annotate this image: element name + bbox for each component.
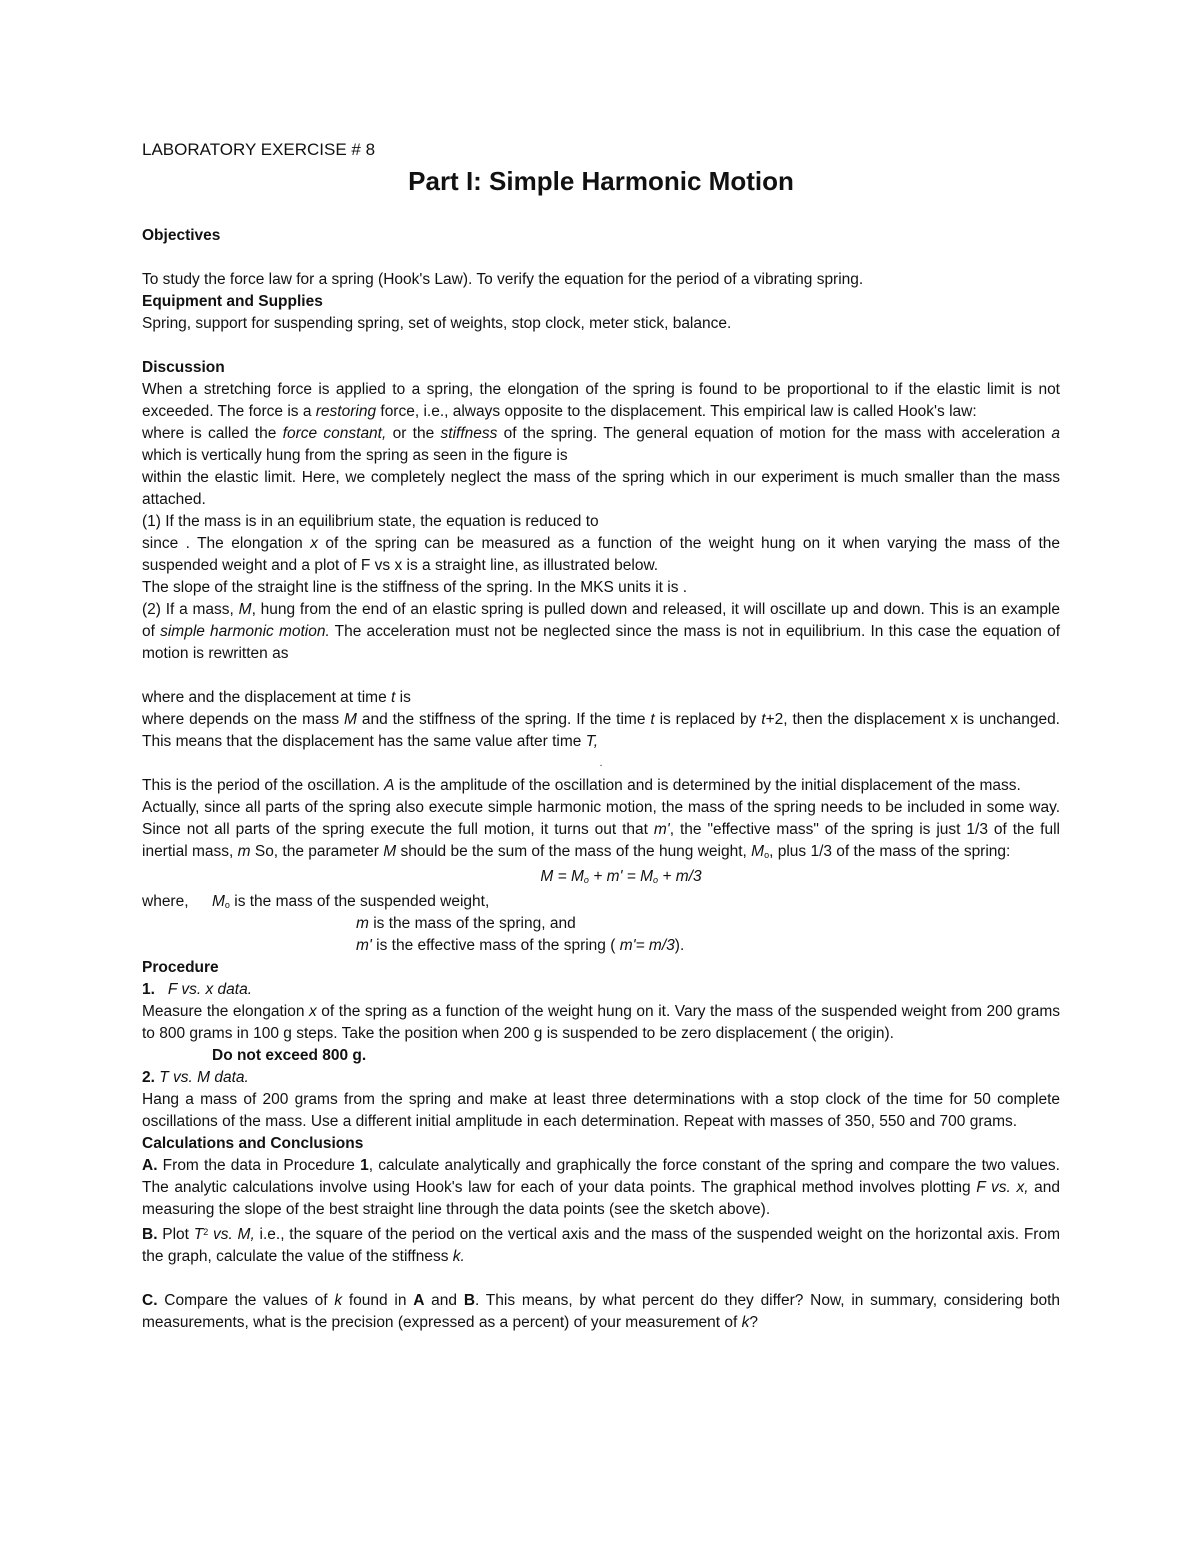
equipment-heading: Equipment and Supplies xyxy=(142,293,323,310)
procedure-step-1-text: Measure the elongation x of the spring as a function of the weight hung on it. Vary the mass of the suspended weight from 200 grams to 800 grams in 100 g steps. Take the position when 200 g is suspended to be zero displacement ( the origin). xyxy=(142,1003,1060,1042)
procedure-warning: Do not exceed 800 g. xyxy=(212,1047,367,1064)
calculations-item-b: B. Plot $T^2$ vs. M, i.e., the square of the period on the vertical axis and the mass of the suspended weight on the horizontal axis. From the graph, calculate the value of the stiffness k. xyxy=(142,1226,1060,1265)
objectives-text: To study the force law for a spring (Hook's Law). To verify the equation for the period of a vibrating spring. xyxy=(142,271,864,288)
discussion-paragraph-4: (1) If the mass is in an equilibrium state, the equation is reduced to xyxy=(142,513,599,530)
discussion-paragraph-6: The slope of the straight line is the stiffness of the spring. In the MKS units it is . xyxy=(142,579,688,596)
discussion-paragraph-8: where and the displacement at time t is xyxy=(142,689,411,706)
calculations-item-c: C. Compare the values of k found in A and B. This means, by what percent do they differ? Now, in summary, considering both measurements, what is the precision (expressed as a percent) of your measurement of k? xyxy=(142,1292,1060,1331)
discussion-paragraph-2: where is called the force constant, or the stiffness of the spring. The general equation of motion for the mass with acceleration a which is vertically hung from the spring as seen in the figure is xyxy=(142,425,1060,464)
procedure-step-1-title: 1. F vs. x data. xyxy=(142,981,252,998)
procedure-heading: Procedure xyxy=(142,959,219,976)
calculations-heading: Calculations and Conclusions xyxy=(142,1135,364,1152)
equipment-text: Spring, support for suspending spring, set of weights, stop clock, meter stick, balance. xyxy=(142,315,732,332)
discussion-paragraph-1: When a stretching force is applied to a spring, the elongation of the spring is found to be proportional to if the elastic limit is not exceeded. The force is a restoring force, i.e., always opposite to the displacement. This empirical law is called Hook's law: xyxy=(142,381,1060,420)
where-line-1: where, $M_o$ is the mass of the suspended weight, xyxy=(142,893,490,910)
where-line-2: m is the mass of the spring, and xyxy=(356,915,576,932)
discussion-paragraph-7: (2) If a mass, M, hung from the end of an elastic spring is pulled down and released, it will oscillate up and down. This is an example of simple harmonic motion. The acceleration must not be neglected since the mass is not in equilibrium. In this case the equation of motion is rewritten as xyxy=(142,601,1061,662)
discussion-paragraph-10: This is the period of the oscillation. A is the amplitude of the oscillation and is determined by the initial displacement of the mass. xyxy=(142,777,1021,794)
where-line-3: m' is the effective mass of the spring ( m'= m/3). xyxy=(356,937,685,954)
equation-placeholder-dot: . xyxy=(599,758,603,769)
discussion-paragraph-9: where depends on the mass M and the stiffness of the spring. If the time t is replaced by t+2, then the displacement x is unchanged. This means that the displacement has the same value after time T, xyxy=(142,711,1060,750)
discussion-heading: Discussion xyxy=(142,359,225,376)
discussion-paragraph-5: since . The elongation x of the spring can be measured as a function of the weight hung on it when varying the mass of the suspended weight and a plot of F vs x is a straight line, as illustrated below. xyxy=(142,535,1061,574)
lab-exercise-label: LABORATORY EXERCISE # 8 xyxy=(142,140,376,159)
procedure-step-2-title: 2. T vs. M data. xyxy=(142,1069,249,1086)
calculations-item-a: A. From the data in Procedure 1, calculate analytically and graphically the force constant of the spring and compare the two values. The analytic calculations involve using Hook's law for each of your data points. The graphical method involves plotting F vs. x, and measuring the slope of the best straight line through the data points (see the sketch above). xyxy=(142,1157,1060,1218)
effective-mass-equation: $M = M_o + m' = M_o + m/3$ xyxy=(540,868,702,885)
discussion-paragraph-11: Actually, since all parts of the spring also execute simple harmonic motion, the mass of the spring needs to be included in some way. Since not all parts of the spring execute the full motion, it turns out that m', the "effective mass" of the spring is just 1/3 of the full inertial mass, m So, the parameter M should be the sum of the mass of the hung weight, $M_o$, plus 1/3 of the mass of the spring: xyxy=(142,799,1060,860)
procedure-step-2-text: Hang a mass of 200 grams from the spring and make at least three determinations with a stop clock of the time for 50 complete oscillations of the mass. Use a different initial amplitude in each determination. Repeat with masses of 350, 550 and 700 grams. xyxy=(142,1091,1060,1130)
page-title: Part I: Simple Harmonic Motion xyxy=(408,166,794,196)
document-page xyxy=(142,140,1060,1334)
discussion-paragraph-3: within the elastic limit. Here, we completely neglect the mass of the spring which in our experiment is much smaller than the mass attached. xyxy=(142,469,1060,508)
objectives-heading: Objectives xyxy=(142,227,221,244)
